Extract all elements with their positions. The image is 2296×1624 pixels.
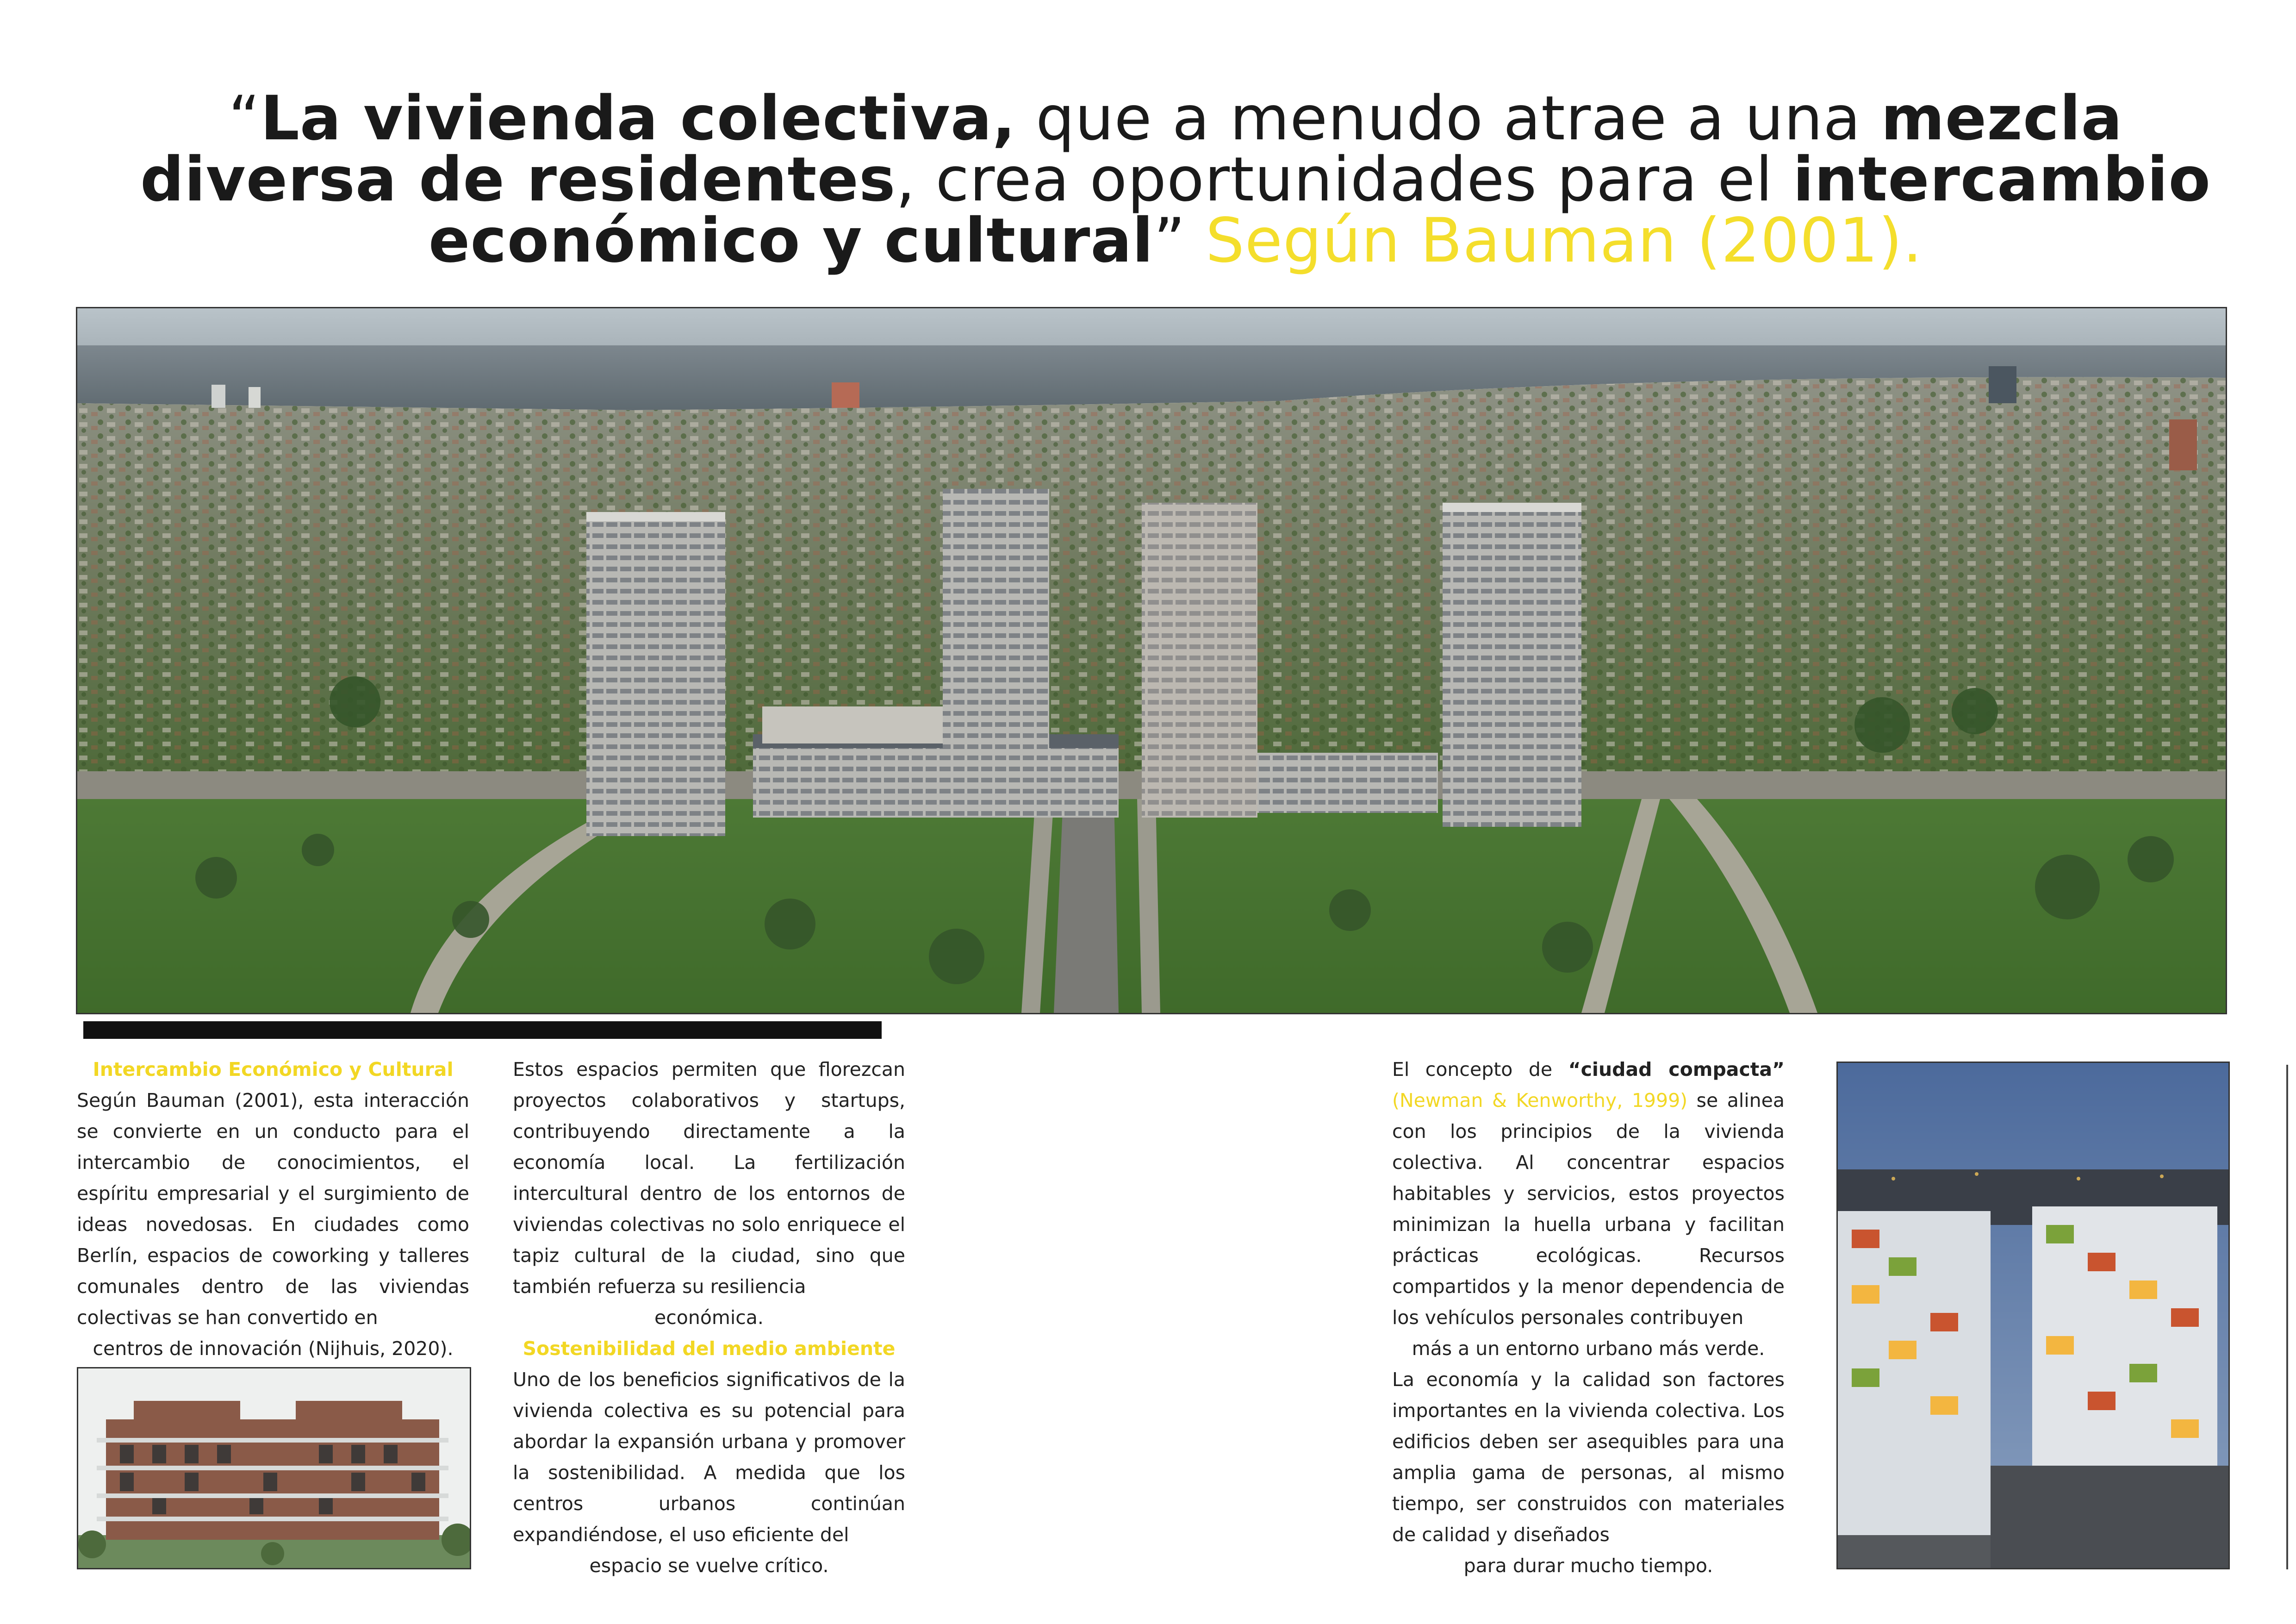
paragraph-bauman: Según Bauman (2001), esta interacción se convierte en un conducto para el intercambio de conocimientos, el espíritu empresarial y el surgimiento de ideas novedosas. En ciudades como Berlín, espacios de coworking y talleres comunales dentro de las viviendas colectivas se han convertido en	[77, 1089, 469, 1329]
paragraph-sostenibilidad: Uno de los beneficios significativos de la vivienda colectiva es su potencial para abordar la expansión urbana y promover la sostenibilidad. A medida que los centros urbanos continúan expandiéndose, el uso eficiente del	[513, 1368, 905, 1546]
night-towers-illustration	[1838, 1063, 2228, 1568]
column-sustainability	[513, 1054, 905, 1581]
right-edge-line	[2286, 1065, 2288, 1569]
aerial-city-illustration	[77, 308, 2226, 1013]
headline-citation: Según Bauman (2001).	[1186, 205, 1923, 276]
quote-close-mark: ”	[1153, 205, 1186, 276]
headline-quote	[139, 83, 2212, 276]
headline-text-1: que a menudo atrae a una	[1016, 83, 1881, 154]
column-compact-city	[1392, 1054, 1785, 1581]
compact-city-last-line: más a un entorno urbano más verde.	[1412, 1337, 1765, 1360]
headline-bold-1: La vivienda colectiva,	[260, 83, 1016, 154]
headline-bold-2: mezcla diversa de residentes	[140, 83, 2123, 215]
headline-bold-3: intercambio económico y cultural	[428, 144, 2211, 276]
paragraph-economy-quality-last-line: para durar mucho tiempo.	[1463, 1555, 1713, 1577]
compact-city-term: “ciudad compacta”	[1568, 1058, 1785, 1081]
paragraph-sostenibilidad-last-line: espacio se vuelve crítico.	[589, 1555, 829, 1577]
compact-city-body: se alinea con los principios de la vivienda colectiva. Al concentrar espacios habitables y servicios, estos proyectos minimizan la huella urbana y facilitan prácticas ecológicas. Recursos compartidos y la menor dependencia de los vehículos personales contribuyen	[1392, 1089, 1785, 1329]
black-divider-bar	[83, 1021, 882, 1039]
paragraph-startups: Estos espacios permiten que florezcan proyectos colaborativos y startups, contribuyendo directamente a la economía local. La fertilización intercultural dentro de los entornos de viviendas colectivas no solo enriquece el tapiz cultural de la ciudad, sino que también refuerza su resiliencia	[513, 1058, 905, 1298]
compact-city-intro: El concepto de	[1392, 1058, 1568, 1081]
paragraph-bauman-last-line: centros de innovación (Nijhuis, 2020).	[93, 1337, 454, 1360]
heading-intercambio: Intercambio Económico y Cultural	[93, 1058, 454, 1081]
compact-city-citation: (Newman & Kenworthy, 1999)	[1392, 1089, 1688, 1112]
paragraph-economy-quality: La economía y la calidad son factores importantes en la vivienda colectiva. Los edificios deben ser asequibles para una amplia gama de personas, al mismo tiempo, ser construidos con materiales de calidad y diseñados	[1392, 1368, 1785, 1546]
photo-night-towers	[1836, 1062, 2230, 1569]
photo-brick-housing	[77, 1367, 471, 1569]
quote-open-mark: “	[228, 83, 261, 154]
brick-building-illustration	[78, 1368, 470, 1568]
paragraph-startups-last-line: económica.	[654, 1306, 764, 1329]
heading-sostenibilidad: Sostenibilidad del medio ambiente	[523, 1337, 896, 1360]
headline-text-2: , crea oportunidades para el	[896, 144, 1793, 215]
column-economic-cultural	[77, 1054, 469, 1364]
hero-aerial-photo	[76, 307, 2227, 1014]
